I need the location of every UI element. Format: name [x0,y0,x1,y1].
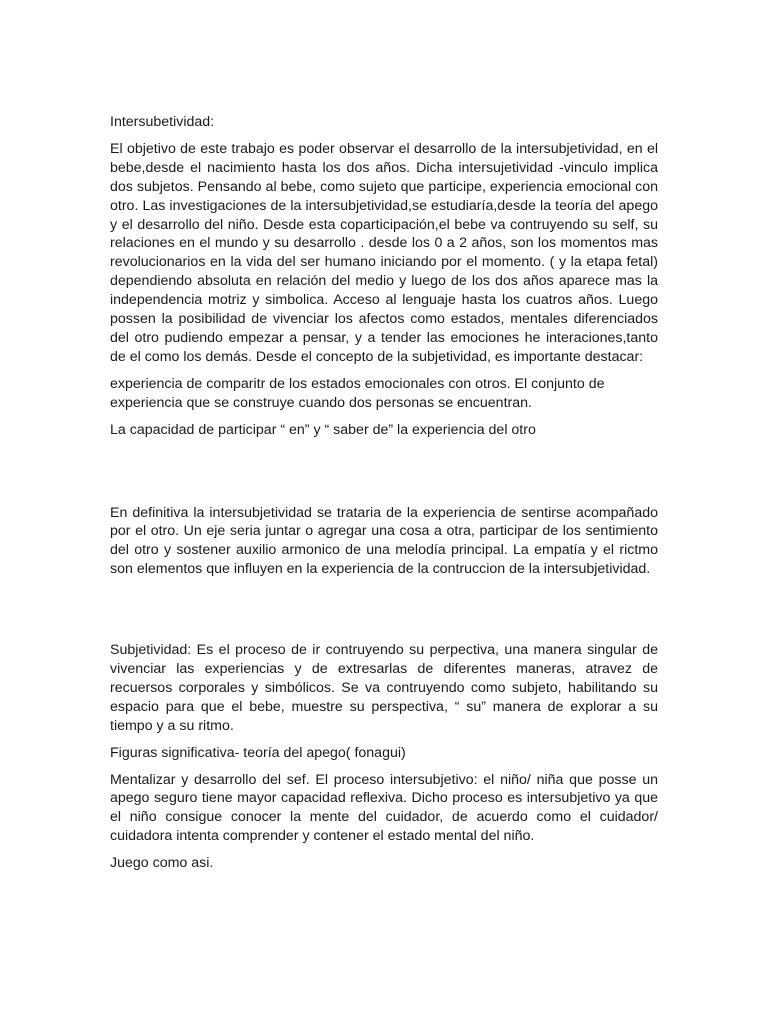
blank-space [110,587,658,641]
paragraph-experience: experiencia de comparitr de los estados emocionales con otros. El conjunto de experiencia que se construye cuando dos personas se encuentran. [110,375,605,411]
document-body [110,113,658,881]
paragraph-significant-figures: Figuras significativa- teoría del apego( fonagui) [110,744,406,761]
document-heading: Intersubetividad: [110,114,215,130]
paragraph-subjectivity: Subjetividad: Es el proceso de ir contruyendo su perpectiva, una manera singular de vivenciar las experiencias y de extresarlas de diferentes maneras, atravez de recuersos corporales y simbólicos. Se va contruyendo como subjeto, habilitando su espacio para que el bebe, muestre su perspectiva, “ su” manera de explorar a su tiempo y a su ritmo. [110,642,658,734]
blank-space [110,448,658,504]
paragraph-definition: En definitiva la intersubjetividad se trataria de la experiencia de sentirse acompañado por el otro. Un eje seria juntar o agregar una cosa a otra, participar de los sentimiento del otro y sostener auxilio armonico de una melodía principal. La empatía y el rictmo son elementos que influyen en la experiencia de la contruccion de la intersubjetividad. [110,504,658,578]
paragraph-play: Juego como asi. [110,855,214,872]
paragraph-capacity: La capacidad de participar “ en” y “ saber de” la experiencia del otro [110,421,536,438]
paragraph-mentalize: Mentalizar y desarrollo del sef. El proceso intersubjetivo: el niño/ niña que posse un apego seguro tiene mayor capacidad reflexiva. Dicho proceso es intersubjetivo ya que el niño consigue conocer la mente del cuidador, de acuerdo como el cuidador/ cuidadora intenta comprender y contener el estado mental del niño. [110,771,658,845]
paragraph-objective: El objetivo de este trabajo es poder observar el desarrollo de la intersubjetividad, en el bebe,desde el nacimiento hasta los dos años. Dicha intersujetividad -vinculo implica dos subjetos. Pensando al bebe, como sujeto que participe, experiencia emocional con otro. Las investigaciones de la intersubjetividad,se estudiaría,desde la teoría del apego y el desarrollo del niño. Desde esta coparticipación,el bebe va contruyendo su self, su relaciones en el mundo y su desarrollo . desde los 0 a 2 años, son los momentos mas revolucionarios en la vida del ser humano iniciando por el momento. ( y la etapa fetal) dependiendo absoluta en relación del medio y luego de los dos años aparece mas la independencia motriz y simbolica. Acceso al lenguaje hasta los cuatros años. Luego possen la posibilidad de vivenciar los afectos como estados, mentales diferenciados del otro pudiendo empezar a pensar, y a tender las emociones he interaciones,tanto de el como los demás. Desde el concepto de la subjetividad, es importante destacar: [110,140,658,365]
